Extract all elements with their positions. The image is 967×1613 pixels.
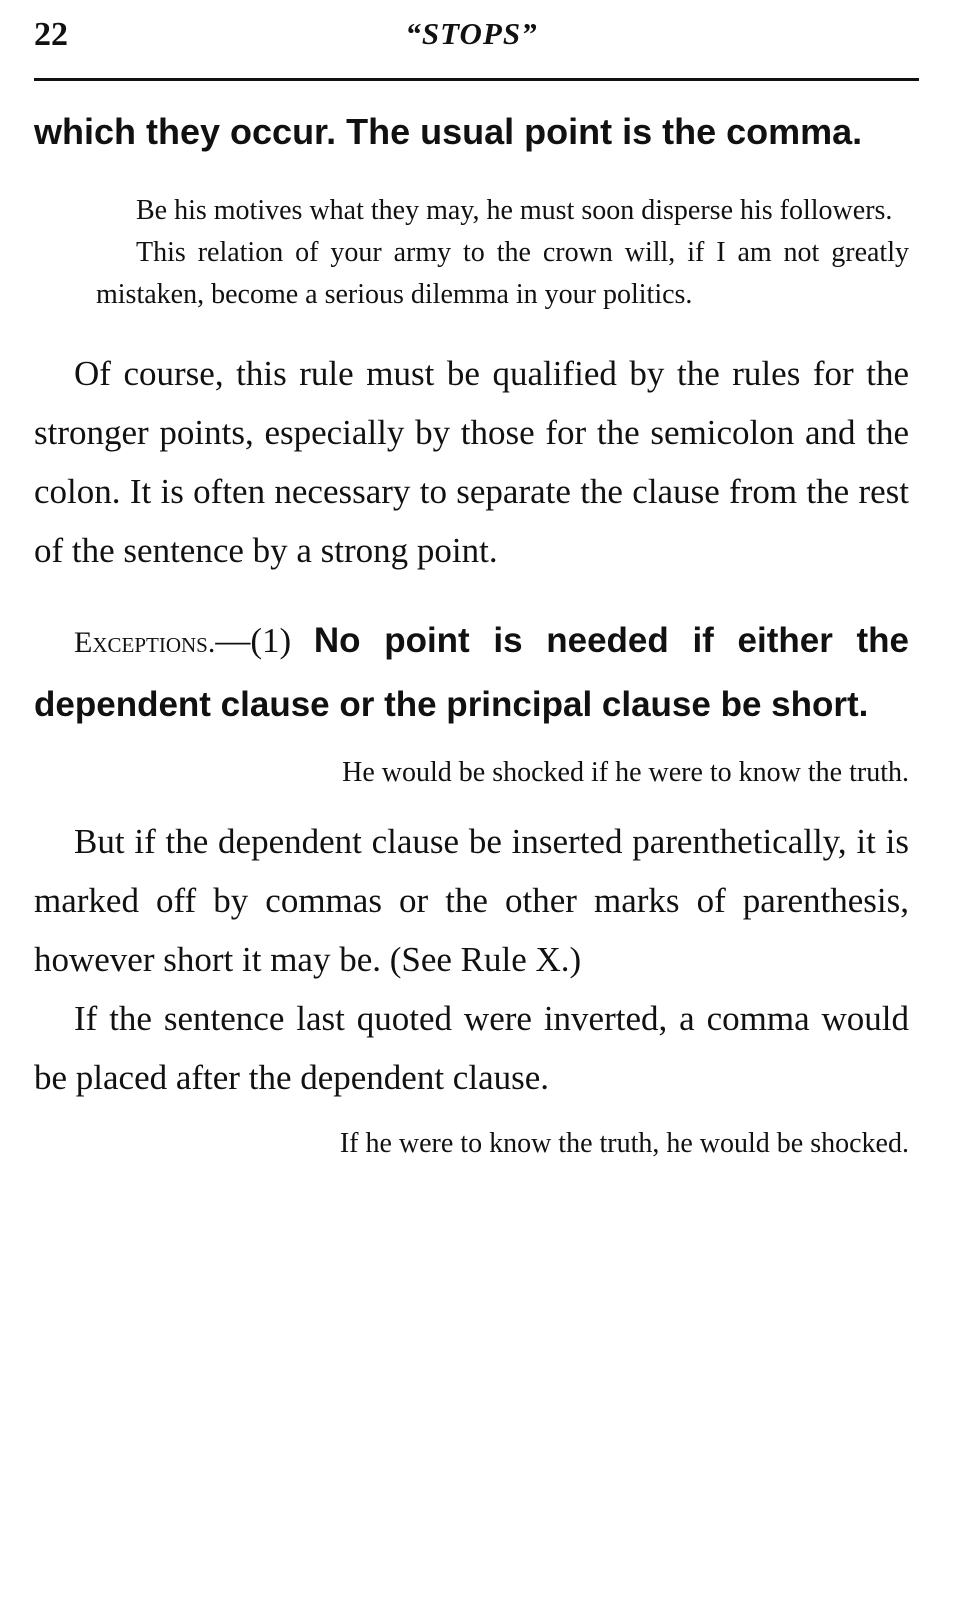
- example-sentence: Be his motives what they may, he must soon disperse his followers.: [136, 195, 893, 226]
- exceptions-rule-text: No point is needed if either the dependent clause or the principal clause be short.: [34, 621, 909, 724]
- example-block-1: [34, 190, 909, 316]
- exceptions-paragraph: [34, 610, 909, 736]
- exceptions-number: (1): [250, 621, 292, 660]
- example-sentence: He would be shocked if he were to know the truth.: [342, 757, 909, 788]
- example-sentence: If he were to know the truth, he would be shocked.: [339, 1128, 909, 1159]
- rule-continuation: which they occur. The usual point is the comma.: [34, 111, 863, 152]
- running-title: “STOPS”: [405, 16, 538, 51]
- exceptions-dash: —: [215, 621, 251, 660]
- body-paragraph: Of course, this rule must be qualified by the rules for the stronger points, especially by those for the semicolon and the colon. It is often necessary to separate the clause from the rest of the sentence by a strong point.: [34, 354, 909, 570]
- page-header: [34, 0, 909, 60]
- example-sentence: This relation of your army to the crown will, if I am not greatly mistaken, become a serious dilemma in your politics.: [96, 237, 909, 310]
- exceptions-label: Exceptions.: [74, 626, 216, 659]
- body-paragraph: But if the dependent clause be inserted parenthetically, it is marked off by commas or the other marks of parenthesis, however short it may be. (See Rule X.): [34, 822, 909, 979]
- page-number: 22: [34, 16, 68, 53]
- body-paragraph: If the sentence last quoted were inverted, a comma would be placed after the dependent clause.: [34, 999, 909, 1097]
- header-rule: [34, 78, 919, 81]
